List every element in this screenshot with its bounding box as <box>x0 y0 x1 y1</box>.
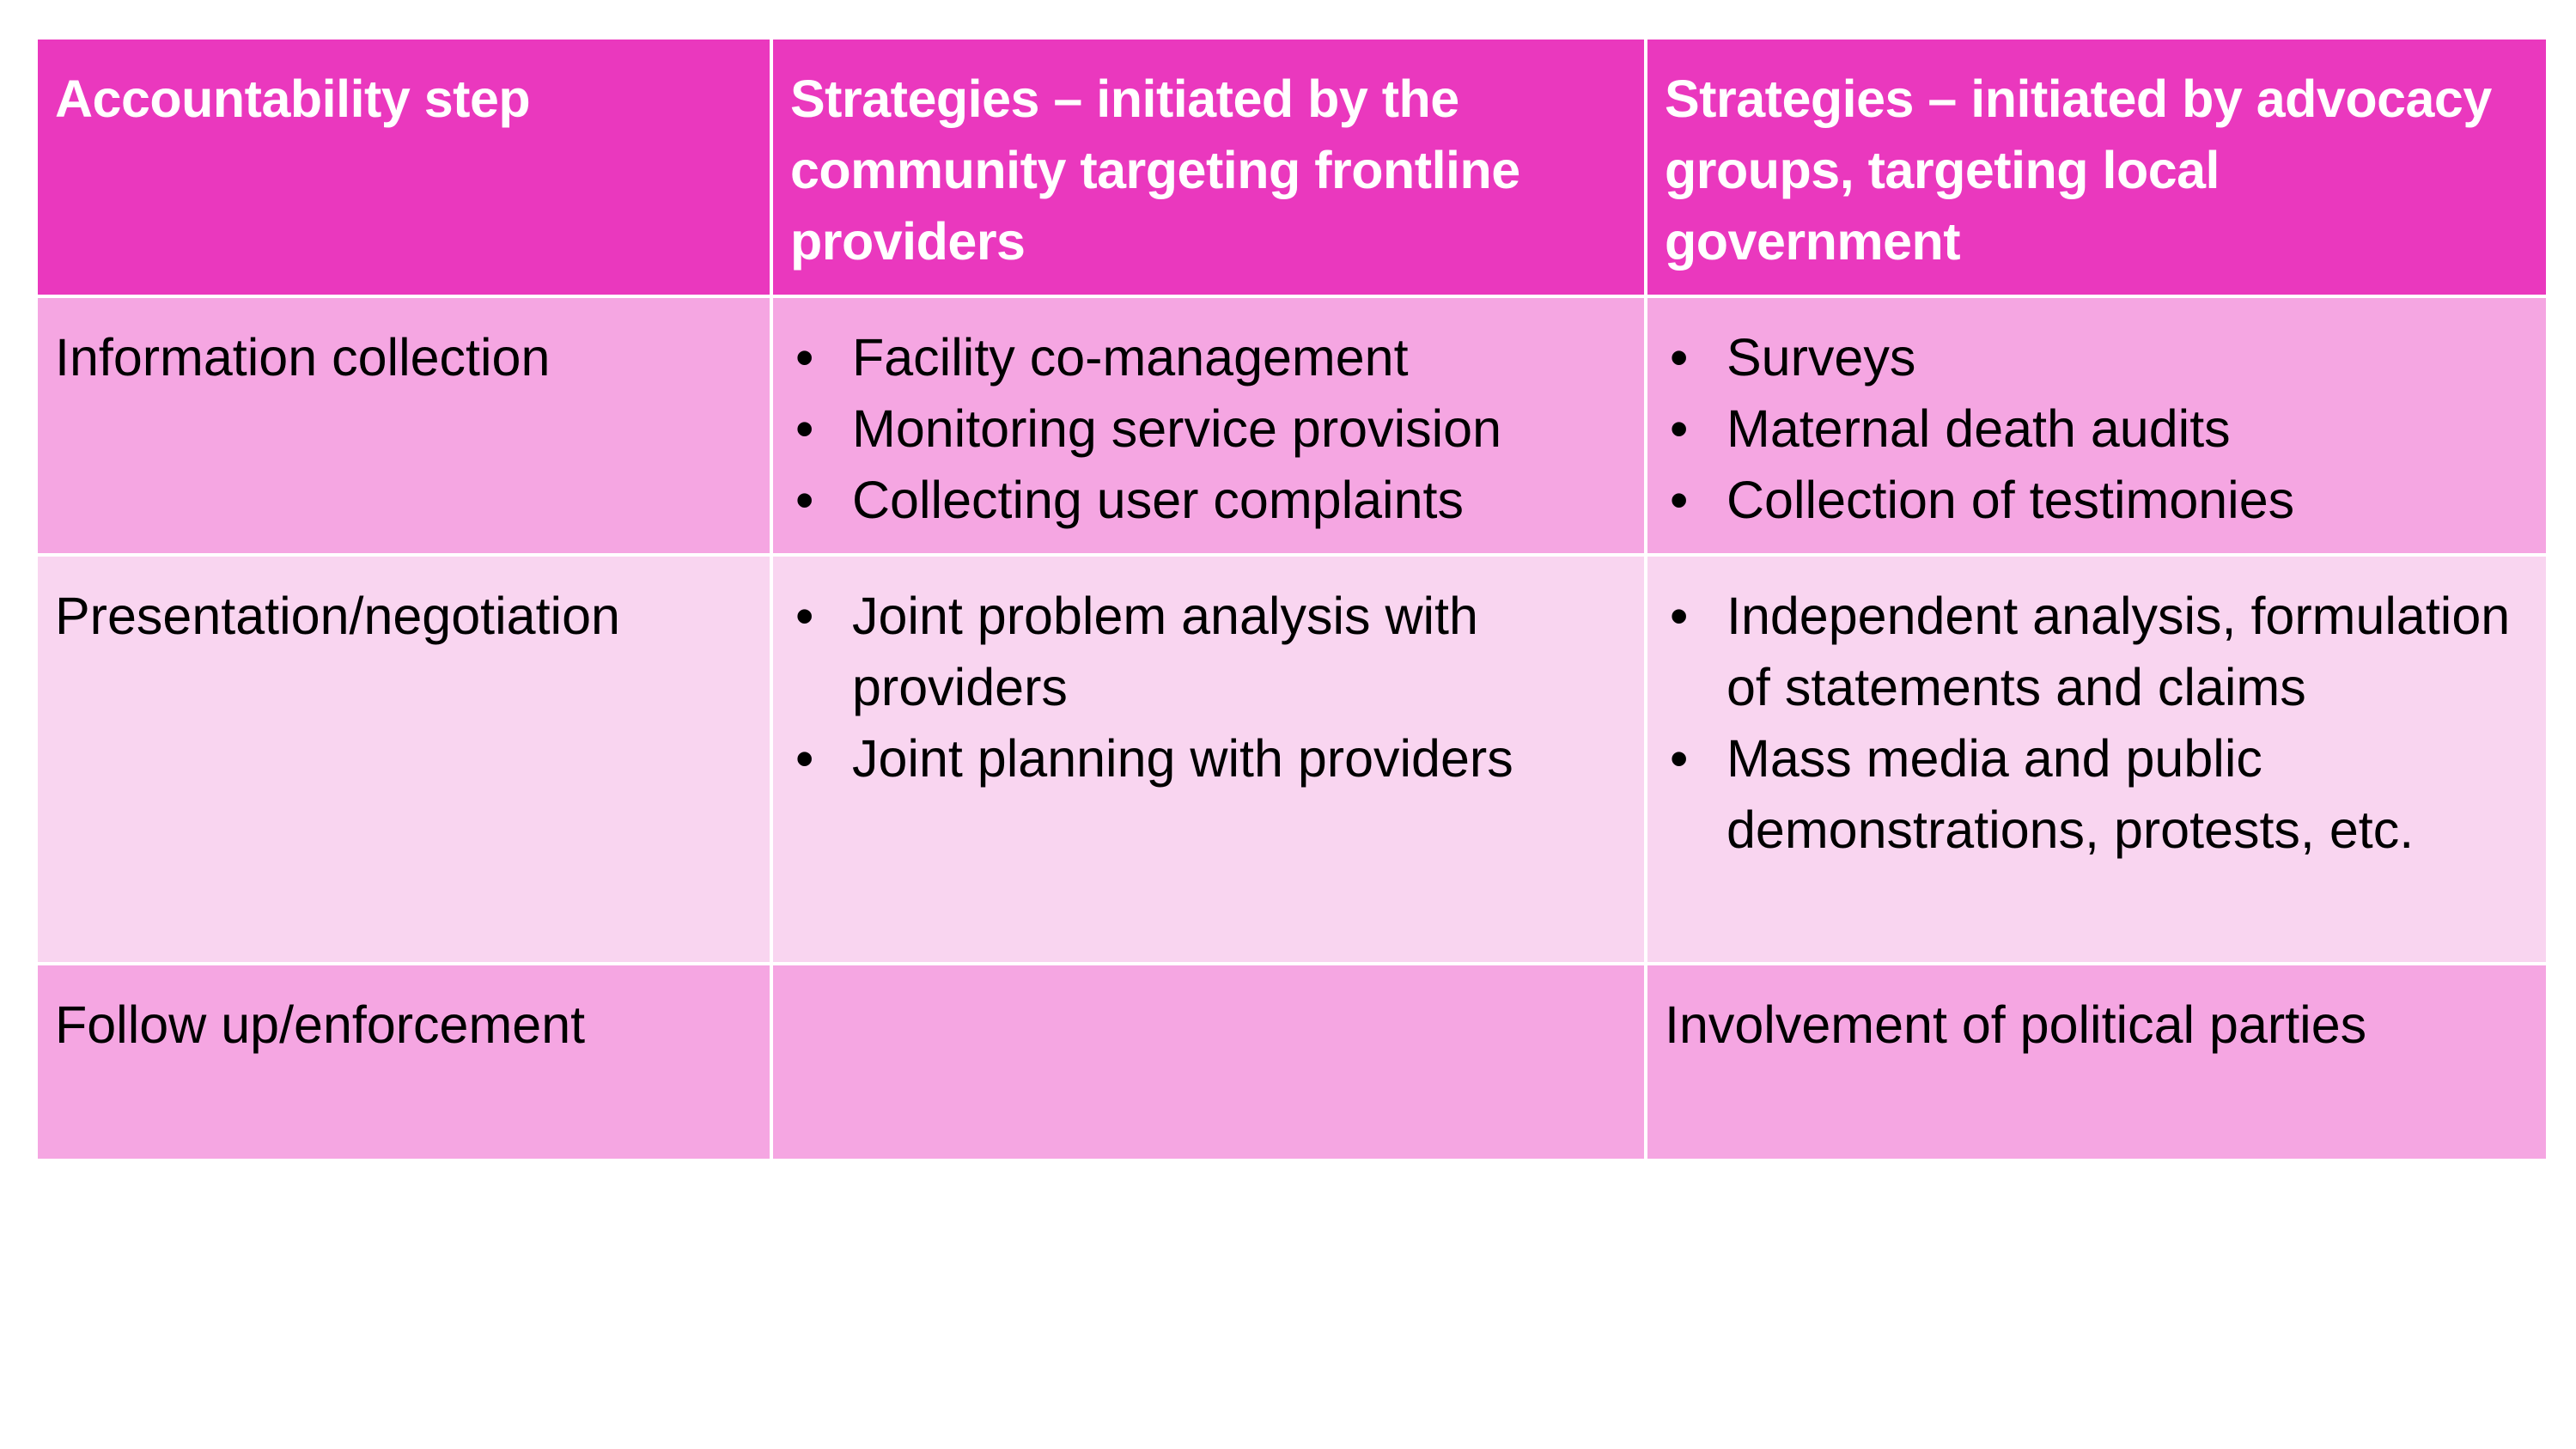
bullet-dot-icon: • <box>1670 729 1689 788</box>
step-cell: Presentation/negotiation <box>36 555 771 964</box>
bullet-list <box>790 322 1627 536</box>
bullet-dot-icon: • <box>1670 471 1689 529</box>
bullet-dot-icon: • <box>795 399 814 458</box>
community-strategies-cell <box>771 296 1646 555</box>
header-advocacy-strategies: Strategies – initiated by advocacy groups, targeting local government <box>1646 38 2548 296</box>
list-item: • Collecting user complaints <box>790 465 1627 536</box>
list-item: • Joint problem analysis with providers <box>790 581 1627 723</box>
advocacy-strategies-cell: Involvement of political parties <box>1646 964 2548 1160</box>
step-cell: Follow up/enforcement <box>36 964 771 1160</box>
bullet-dot-icon: • <box>795 328 814 387</box>
header-accountability-step: Accountability step <box>36 38 771 296</box>
step-cell: Information collection <box>36 296 771 555</box>
bullet-dot-icon: • <box>795 729 814 788</box>
accountability-strategies-table <box>34 36 2549 1162</box>
list-item: • Monitoring service provision <box>790 393 1627 465</box>
advocacy-strategies-cell <box>1646 555 2548 964</box>
bullet-dot-icon: • <box>1670 328 1689 387</box>
list-item: • Independent analysis, formulation of statements and claims <box>1665 581 2529 723</box>
community-strategies-cell <box>771 555 1646 964</box>
bullet-dot-icon: • <box>795 471 814 529</box>
list-item: • Joint planning with providers <box>790 723 1627 795</box>
table-row <box>36 964 2548 1160</box>
bullet-dot-icon: • <box>1670 399 1689 458</box>
bullet-list <box>790 581 1627 795</box>
list-item: • Maternal death audits <box>1665 393 2529 465</box>
bullet-list <box>1665 581 2529 866</box>
header-community-strategies: Strategies – initiated by the community targeting frontline providers <box>771 38 1646 296</box>
advocacy-strategies-cell <box>1646 296 2548 555</box>
list-item: • Facility co-management <box>790 322 1627 393</box>
table-header-row <box>36 38 2548 296</box>
list-item: • Collection of testimonies <box>1665 465 2529 536</box>
community-strategies-cell <box>771 964 1646 1160</box>
bullet-dot-icon: • <box>1670 587 1689 645</box>
list-item: • Mass media and public demonstrations, protests, etc. <box>1665 723 2529 866</box>
bullet-list <box>1665 322 2529 536</box>
table-row <box>36 296 2548 555</box>
list-item: • Surveys <box>1665 322 2529 393</box>
bullet-dot-icon: • <box>795 587 814 645</box>
table-row <box>36 555 2548 964</box>
